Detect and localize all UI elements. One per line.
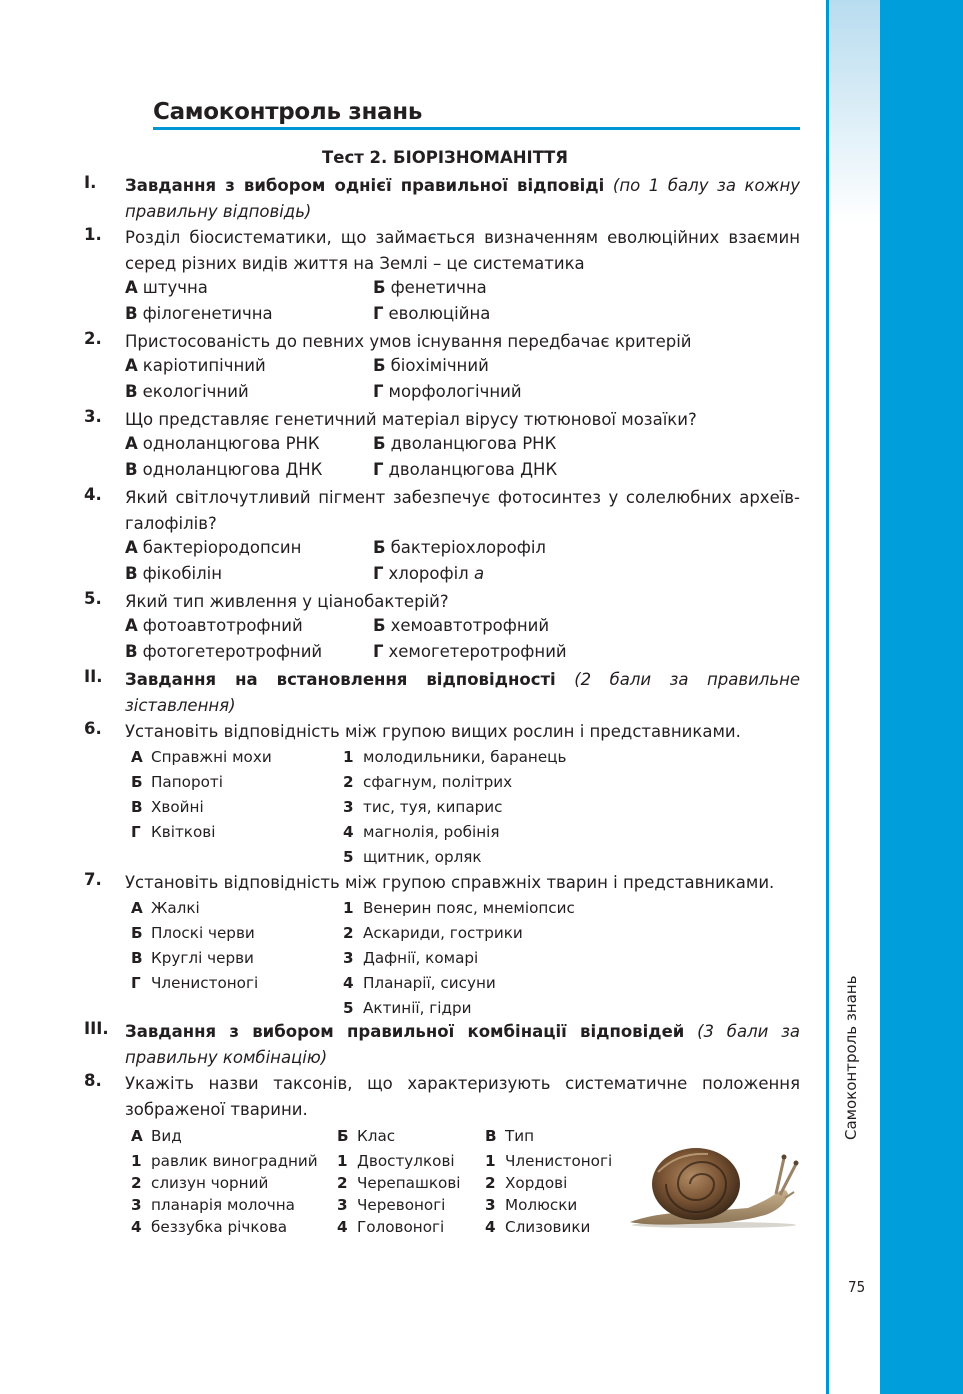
option-v: В фікобілін (125, 564, 223, 583)
side-blue-bar (880, 0, 963, 1394)
option-b: Б фенетична (373, 278, 487, 297)
match-left-g: Г Квіткові (131, 823, 216, 841)
side-running-title: Самоконтроль знань (842, 975, 860, 1140)
option-a: А фотоавтотрофний (125, 616, 303, 635)
match-left-v: В Круглі черви (131, 949, 254, 967)
question-text: Пристосованість до певних умов існування передбачає критерій (125, 332, 692, 351)
option-g: Г морфологічний (373, 382, 522, 401)
match-right-1: 1 молодильники, баранець (343, 748, 567, 766)
combo-item: 4 беззубка річкова (131, 1218, 288, 1236)
question-number: 7. (84, 870, 102, 889)
part-3-number: III. (84, 1019, 109, 1038)
match-left-a: А Справжні мохи (131, 748, 272, 766)
combo-item: 3 планарія молочна (131, 1196, 295, 1214)
match-left-g: Г Членистоногі (131, 974, 259, 992)
part-2-number: II. (84, 667, 103, 686)
match-right-4: 4 магнолія, робінія (343, 823, 500, 841)
combo-item: 1 Двостулкові (337, 1152, 455, 1170)
combo-item: 3 Черевоногі (337, 1196, 446, 1214)
snail-illustration (628, 1142, 800, 1228)
combo-item: 4 Слизовики (485, 1218, 591, 1236)
match-right-5: 5 щитник, орляк (343, 848, 482, 866)
part-1-text (125, 173, 800, 225)
option-g: Г хемогетеротрофний (373, 642, 567, 661)
question-text: Установіть відповідність між групою справжніх тварин і представниками. (125, 873, 775, 892)
option-g: Г дволанцюгова ДНК (373, 460, 558, 479)
heading-rule (153, 127, 800, 130)
part-1-number: I. (84, 173, 97, 192)
combo-column-b-title: Б Клас (337, 1127, 396, 1145)
question-text: Який світлочутливий пігмент забезпечує фотосинтез у солелюбних археїв-галофілів? (125, 488, 800, 533)
combo-item: 3 Молюски (485, 1196, 578, 1214)
option-g: Г еволюційна (373, 304, 491, 323)
combo-item: 2 Черепашкові (337, 1174, 461, 1192)
combo-column-v-title: В Тип (485, 1127, 535, 1145)
question-number: 2. (84, 329, 102, 348)
test-title: Тест 2. БІОРІЗНОМАНІТТЯ (322, 148, 568, 167)
question-number: 6. (84, 719, 102, 738)
match-right-3: 3 Дафнії, комарі (343, 949, 479, 967)
option-a: А одноланцюгова РНК (125, 434, 320, 453)
option-g: Г хлорофіл а (373, 564, 485, 583)
combo-item: 4 Головоногі (337, 1218, 445, 1236)
part-1-title: Завдання з вибором однієї правильної відповіді (125, 176, 605, 195)
combo-column-a-title: А Вид (131, 1127, 182, 1145)
combo-item: 1 равлик виноградний (131, 1152, 318, 1170)
option-b: Б дволанцюгова РНК (373, 434, 557, 453)
page-number: 75 (848, 1278, 866, 1296)
match-right-1: 1 Венерин пояс, мнеміопсис (343, 899, 575, 917)
question-number: 8. (84, 1071, 102, 1090)
option-b: Б хемоавтотрофний (373, 616, 550, 635)
part-3-title: Завдання з вибором правильної комбінації відповідей (125, 1022, 685, 1041)
question-number: 5. (84, 589, 102, 608)
option-v: В одноланцюгова ДНК (125, 460, 323, 479)
match-right-2: 2 сфагнум, політрих (343, 773, 513, 791)
combo-item: 2 Хордові (485, 1174, 568, 1192)
question-text: Установіть відповідність між групою вищих рослин і представниками. (125, 722, 741, 741)
side-gradient-strip (826, 0, 880, 1394)
option-a: А бактеріородопсин (125, 538, 302, 557)
match-left-v: В Хвойні (131, 798, 204, 816)
part-3-text (125, 1019, 800, 1071)
match-right-3: 3 тис, туя, кипарис (343, 798, 503, 816)
option-b: Б біохімічний (373, 356, 489, 375)
match-left-b: Б Плоскі черви (131, 924, 255, 942)
part-2-text (125, 667, 800, 719)
match-right-5: 5 Актинії, гідри (343, 999, 472, 1017)
option-a: А штучна (125, 278, 208, 297)
option-v: В фотогетеротрофний (125, 642, 323, 661)
match-right-2: 2 Аскариди, гострики (343, 924, 523, 942)
question-number: 4. (84, 485, 102, 504)
question-text: Розділ біосистематики, що займається визначенням еволюційних взаємин серед різних видів життя на Землі – це систематика (125, 228, 800, 273)
question-number: 1. (84, 225, 102, 244)
combo-item: 1 Членистоногі (485, 1152, 613, 1170)
match-left-b: Б Папороті (131, 773, 223, 791)
question-number: 3. (84, 407, 102, 426)
match-left-a: А Жалкі (131, 899, 200, 917)
part-1-note: (по 1 балу за кожну правильну відповідь) (125, 176, 800, 221)
match-right-4: 4 Планарії, сисуни (343, 974, 496, 992)
part-3-note: (3 бали за правильну комбінацію) (125, 1022, 801, 1067)
question-text: Що представляє генетичний матеріал вірусу тютюнової мозаїки? (125, 410, 697, 429)
option-b: Б бактеріохлорофіл (373, 538, 546, 557)
part-2-note: (2 бали за правильне зіставлення) (125, 670, 801, 715)
question-text: Який тип живлення у ціанобактерій? (125, 592, 449, 611)
option-a: А каріотипічний (125, 356, 266, 375)
part-2-title: Завдання на встановлення відповідності (125, 670, 556, 689)
section-heading: Самоконтроль знань (153, 99, 423, 125)
question-text: Укажіть назви таксонів, що характеризують систематичне положення зображеної тварини. (125, 1074, 800, 1119)
option-v: В філогенетична (125, 304, 273, 323)
combo-item: 2 слизун чорний (131, 1174, 269, 1192)
option-v: В екологічний (125, 382, 249, 401)
